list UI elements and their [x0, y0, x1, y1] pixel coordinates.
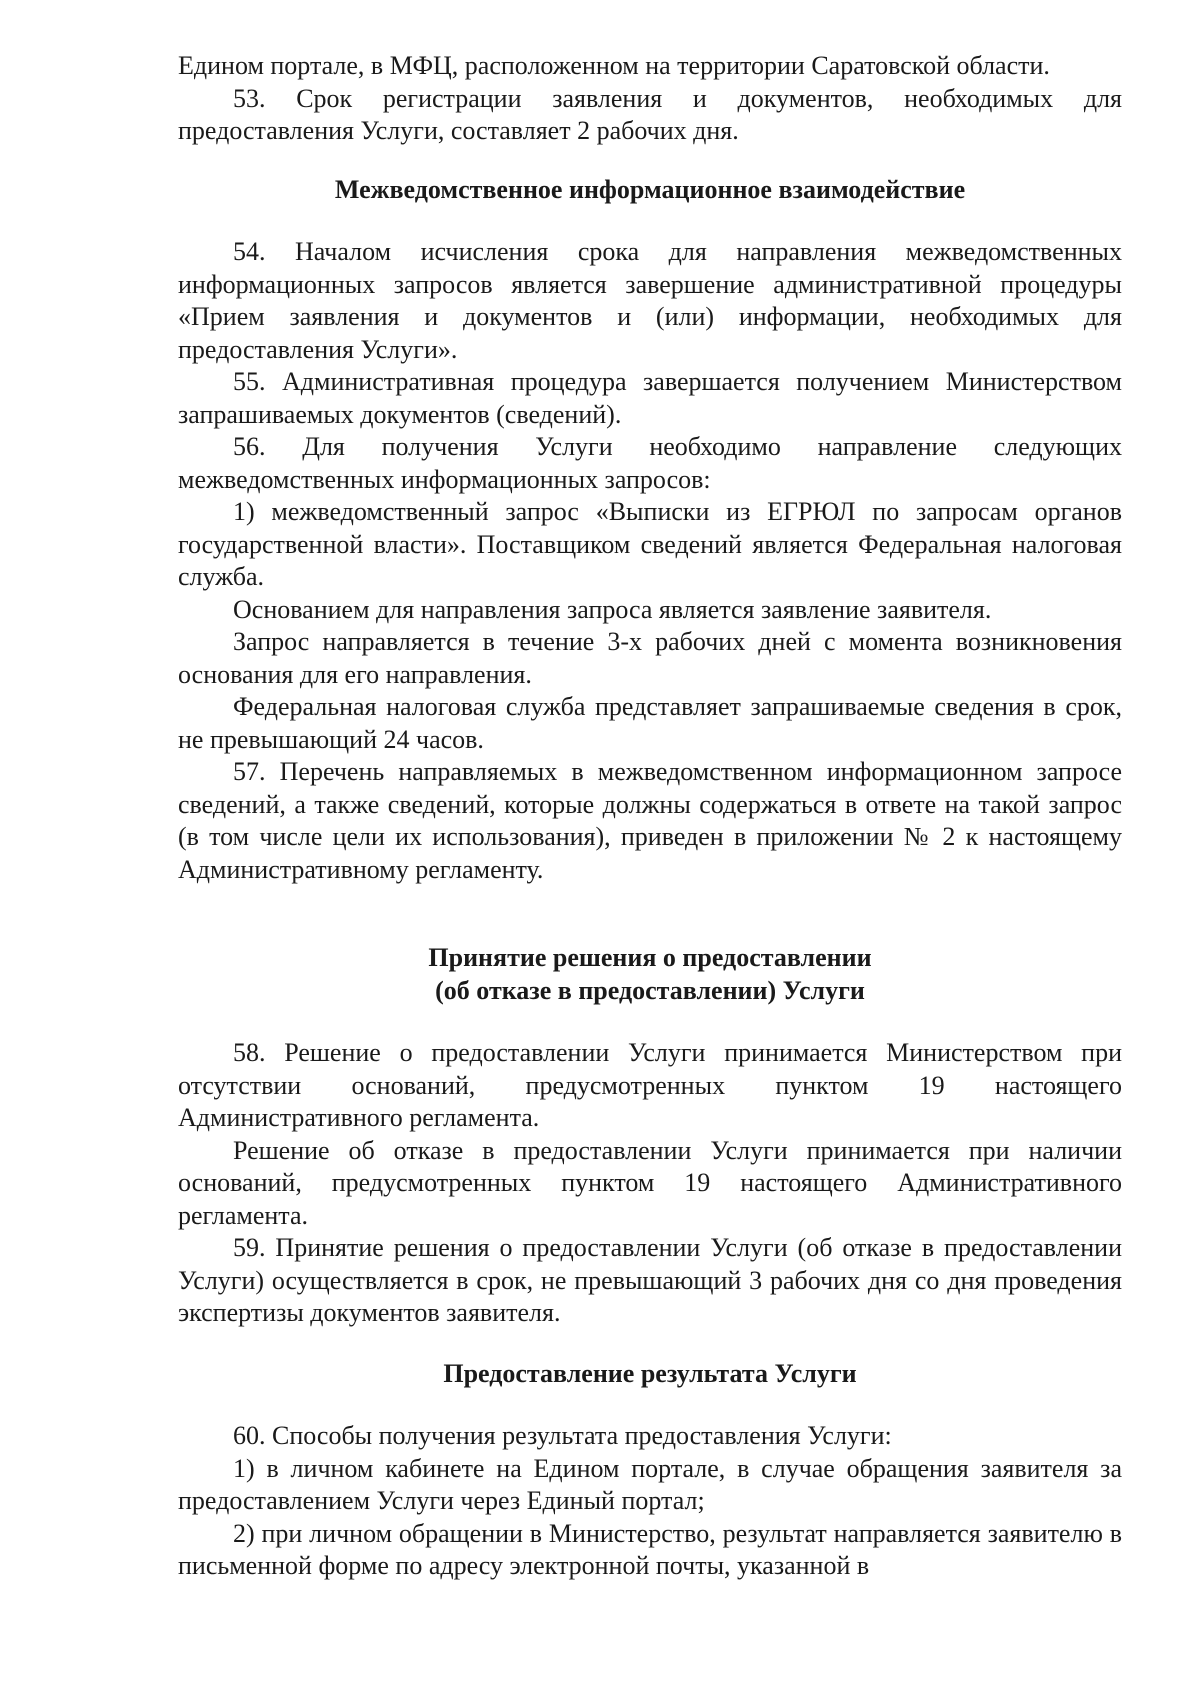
- paragraph-56-basis: Основанием для направления запроса является заявление заявителя.: [233, 594, 992, 624]
- paragraph-60: 60. Способы получения результата предоставления Услуги:: [233, 1421, 892, 1450]
- section-heading-result: Предоставление результата Услуги: [443, 1358, 857, 1388]
- paragraph-56: 56. Для получения Услуги необходимо направление следующих межведомственных информационных запросов:: [178, 432, 1122, 494]
- section-heading-decision-line-1: Принятие решения о предоставлении: [428, 943, 872, 972]
- paragraph-60-item-2: 2) при личном обращении в Министерство, результат направляется заявителю в письменной форме по адресу электронной почты, указанной в: [178, 1518, 1122, 1580]
- paragraph-57: 57. Перечень направляемых в межведомственном информационном запросе сведений, а также сведений, которые должны содержаться в ответе на такой запрос (в том числе цели их использования), приведен в приложении № 2 к настоящему Административному регламенту.: [178, 757, 1122, 884]
- paragraph-54: 54. Началом исчисления срока для направления межведомственных информационных запросов является завершение административной процедуры «Прием заявления и документов и (или) информации, необходимых для предоставления Услуги».: [178, 237, 1122, 364]
- paragraph-60-item-1: 1) в личном кабинете на Едином портале, в случае обращения заявителя за предоставлением Услуги через Единый портал;: [178, 1453, 1122, 1515]
- paragraph-53: 53. Срок регистрации заявления и документов, необходимых для предоставления Услуги, составляет 2 рабочих дня.: [178, 83, 1122, 145]
- paragraph-58-refusal: Решение об отказе в предоставлении Услуги принимается при наличии оснований, предусмотренных пунктом 19 настоящего Административного регламента.: [178, 1135, 1122, 1230]
- section-heading-decision-line-2: (об отказе в предоставлении) Услуги: [435, 975, 865, 1005]
- paragraph-56-fns: Федеральная налоговая служба представляет запрашиваемые сведения в срок, не превышающий 24 часов.: [178, 692, 1122, 754]
- paragraph-59: 59. Принятие решения о предоставлении Услуги (об отказе в предоставлении Услуги) осуществляется в срок, не превышающий 3 рабочих дня со дня проведения экспертизы документов заявителя.: [178, 1233, 1122, 1327]
- document-page: [178, 50, 1122, 1583]
- paragraph-56-term: Запрос направляется в течение 3-х рабочих дней с момента возникновения основания для его направления.: [178, 627, 1122, 689]
- paragraph-56-item-1: 1) межведомственный запрос «Выписки из ЕГРЮЛ по запросам органов государственной власти». Поставщиком сведений является Федеральная налоговая служба.: [178, 497, 1122, 591]
- section-heading-interagency: Межведомственное информационное взаимодействие: [334, 174, 966, 204]
- section-heading-decision: [178, 942, 1122, 1007]
- paragraph-58: 58. Решение о предоставлении Услуги принимается Министерством при отсутствии оснований, предусмотренных пунктом 19 настоящего Административного регламента.: [178, 1038, 1122, 1132]
- paragraph-55: 55. Административная процедура завершается получением Министерством запрашиваемых документов (сведений).: [178, 367, 1122, 429]
- paragraph-continuation: Едином портале, в МФЦ, расположенном на территории Саратовской области.: [178, 51, 1050, 80]
